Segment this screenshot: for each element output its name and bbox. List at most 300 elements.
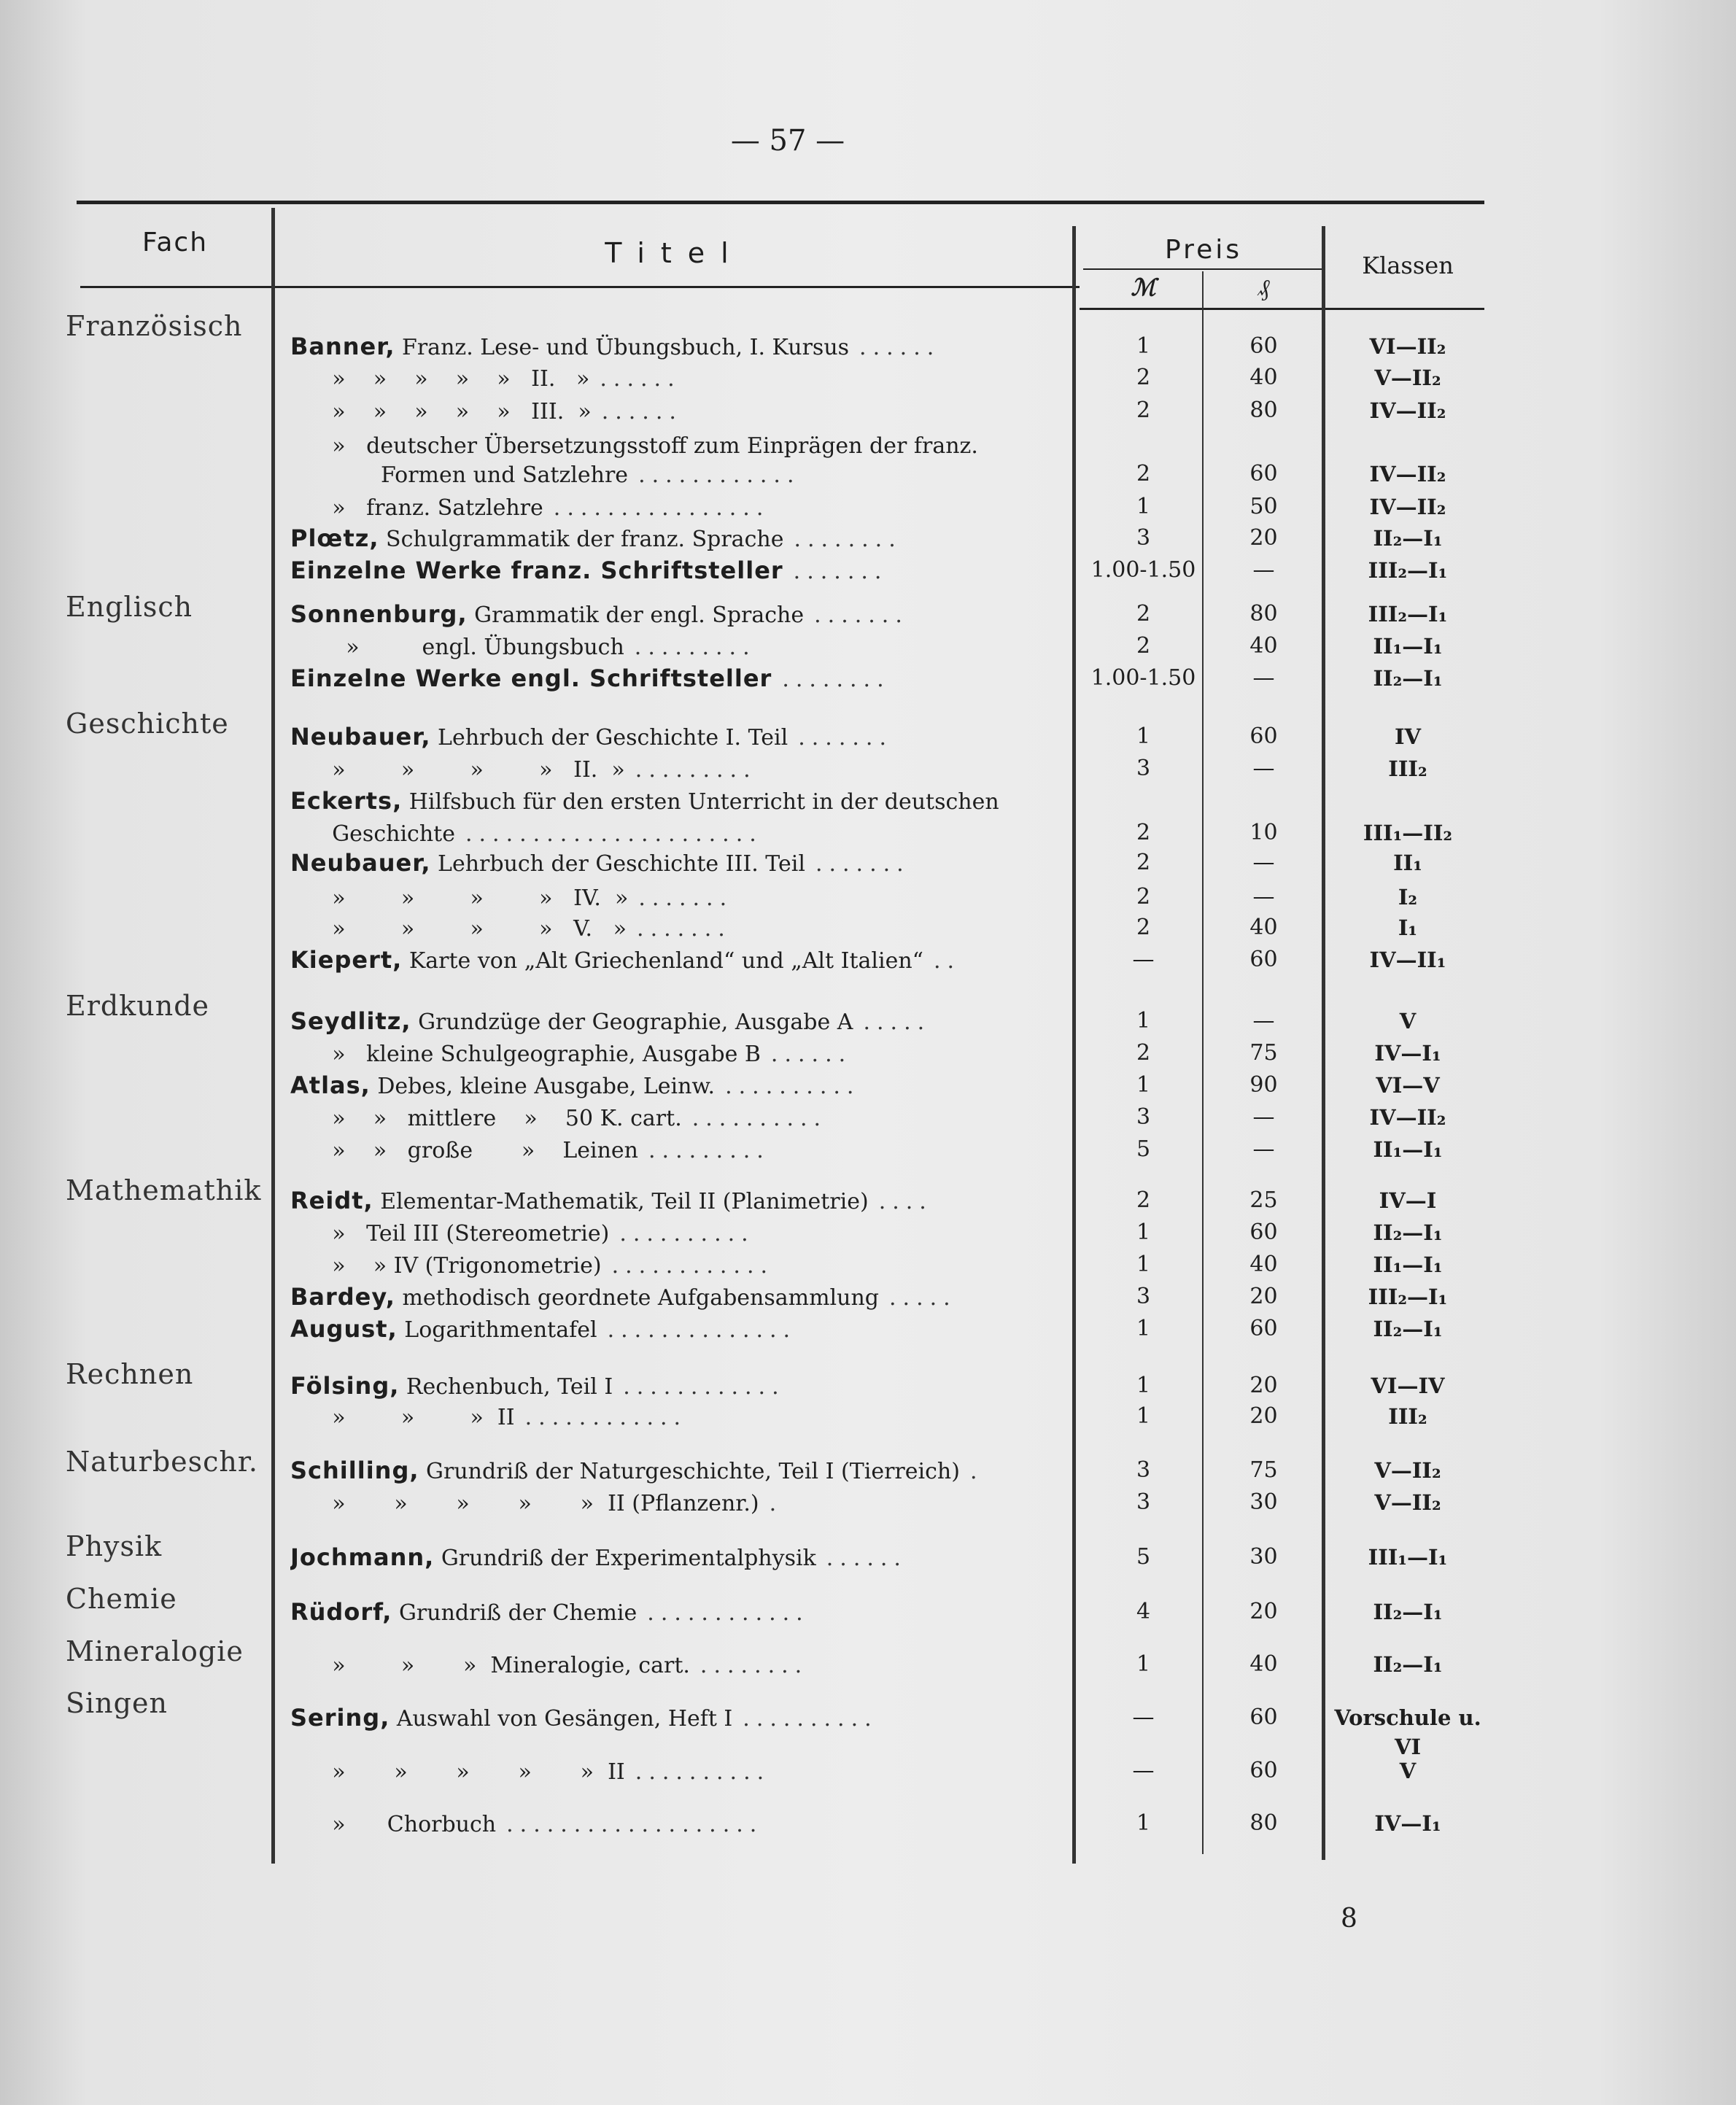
price-mark: 2 <box>1136 915 1151 940</box>
table-row <box>0 848 1736 880</box>
title-text: Lehrbuch der Geschichte III. Teil <box>430 851 805 877</box>
title-text: » franz. Satzlehre <box>290 495 543 521</box>
table-row <box>0 1488 1736 1520</box>
title-text: Grammatik der engl. Sprache <box>467 602 805 628</box>
leader-dots: ........ <box>794 527 902 552</box>
book-title <box>290 1650 1063 1680</box>
price-mark: — <box>1132 947 1155 972</box>
title-text: » deutscher Übersetzungsstoff zum Einprägen der franz. <box>290 433 978 459</box>
table-row <box>0 913 1736 945</box>
price-pfennig: 60 <box>1249 1705 1278 1730</box>
leader-dots: . <box>769 1491 783 1516</box>
title-text: » » » II <box>290 1405 515 1430</box>
price-pfennig: 80 <box>1249 601 1278 627</box>
table-row <box>0 1543 1736 1575</box>
title-text: Rechenbuch, Teil I <box>399 1374 613 1400</box>
subject-naturbeschreibung: Naturbeschr. <box>66 1446 258 1478</box>
price-mark: 1 <box>1136 1403 1151 1429</box>
price-mark: 3 <box>1136 1489 1151 1515</box>
book-title <box>290 332 1063 363</box>
price-mark: 1 <box>1136 1810 1151 1836</box>
price-mark: 1 <box>1136 333 1151 359</box>
book-title <box>290 1314 1063 1345</box>
subject-mathematik: Mathemathik <box>66 1174 262 1206</box>
title-text: Logarithmentafel <box>397 1317 597 1343</box>
price-mark: 1.00-1.50 <box>1090 665 1196 691</box>
author-name: Plœtz, <box>290 524 379 552</box>
leader-dots: .... <box>878 1189 933 1214</box>
klassen: I₂ <box>1398 885 1418 910</box>
header-titel: Titel <box>605 237 745 269</box>
table-row <box>0 722 1736 754</box>
price-mark: 3 <box>1136 525 1151 551</box>
header-preis: Preis <box>1165 235 1242 265</box>
title-text: » » große » Leinen <box>290 1138 638 1163</box>
author-name: August, <box>290 1315 398 1343</box>
title-text: » » » » » II. » <box>290 366 590 392</box>
table-row <box>0 1135 1736 1167</box>
price-pfennig: 20 <box>1249 1403 1278 1429</box>
leader-dots: ......... <box>648 1138 770 1163</box>
leader-dots: ...... <box>859 335 941 360</box>
book-title <box>290 1250 1063 1281</box>
table-row <box>0 1218 1736 1250</box>
klassen: V—II₂ <box>1374 1458 1441 1483</box>
title-text: Grundriß der Experimentalphysik <box>434 1546 816 1571</box>
price-pfennig: 80 <box>1249 1810 1278 1836</box>
subject-mineralogie: Mineralogie <box>66 1635 244 1667</box>
price-mark: 3 <box>1136 1104 1151 1130</box>
author-name: Neubauer, <box>290 723 431 751</box>
author-name: Jochmann, <box>290 1543 435 1571</box>
table-row <box>0 363 1736 395</box>
klassen: IV <box>1394 724 1422 749</box>
klassen: IV—II₂ <box>1369 398 1446 423</box>
table-row <box>0 1402 1736 1434</box>
page-number: — 57 — <box>730 124 845 158</box>
klassen: IV—II₁ <box>1369 947 1446 972</box>
title-text: » Chorbuch <box>290 1812 497 1837</box>
klassen: III₂—I₁ <box>1368 602 1448 627</box>
table-row <box>0 600 1736 632</box>
subject-chemie: Chemie <box>66 1583 177 1615</box>
book-title <box>290 722 1063 753</box>
book-title <box>290 1402 1063 1433</box>
klassen: IV—II₂ <box>1369 1105 1446 1130</box>
price-pfennig: — <box>1252 850 1275 875</box>
klassen: V—II₂ <box>1374 1490 1441 1515</box>
title-text: methodisch geordnete Aufgabensammlung <box>395 1285 879 1311</box>
price-pfennig: 75 <box>1249 1040 1278 1066</box>
leader-dots: ............ <box>647 1600 810 1626</box>
table-row <box>0 1007 1736 1039</box>
preis-subrule <box>1083 268 1324 270</box>
price-pfennig: — <box>1252 1136 1275 1162</box>
author-name: Einzelne Werke engl. Schriftsteller <box>290 664 772 692</box>
table-row <box>0 632 1736 664</box>
book-title <box>290 460 1063 490</box>
leader-dots: .......... <box>743 1706 878 1732</box>
leader-dots: .......... <box>691 1106 828 1131</box>
title-text: Grundzüge der Geographie, Ausgabe A <box>411 1009 853 1035</box>
price-pfennig: 40 <box>1249 915 1278 940</box>
title-text: Auswahl von Gesängen, Heft I <box>390 1706 733 1732</box>
leader-dots: .......... <box>619 1221 755 1247</box>
price-pfennig: 40 <box>1249 1651 1278 1677</box>
book-title <box>290 1071 1063 1101</box>
leader-dots: .. <box>934 948 961 974</box>
price-mark: 1 <box>1136 494 1151 519</box>
klassen: II₁—I₁ <box>1373 1137 1443 1162</box>
header-rule-right <box>1080 308 1484 310</box>
table-row <box>0 1039 1736 1071</box>
title-text: » » mittlere » 50 K. cart. <box>290 1106 682 1131</box>
price-pfennig: 60 <box>1249 1758 1278 1783</box>
title-text: » kleine Schulgeographie, Ausgabe B <box>290 1042 761 1067</box>
price-mark: 1 <box>1136 1316 1151 1341</box>
price-mark: 3 <box>1136 756 1151 781</box>
title-text: Debes, kleine Ausgabe, Leinw. <box>370 1074 716 1099</box>
table-row <box>0 1756 1736 1788</box>
header-rule <box>80 286 1080 288</box>
title-text: Geschichte <box>290 821 455 847</box>
book-title <box>290 524 1063 554</box>
book-title <box>290 786 1063 817</box>
leader-dots: ......... <box>634 635 756 660</box>
klassen: III₂ <box>1388 1404 1427 1429</box>
klassen: II₂—I₁ <box>1373 1317 1443 1341</box>
signature-mark: 8 <box>1341 1904 1357 1934</box>
book-title <box>290 1703 1063 1734</box>
title-text: Grundriß der Chemie <box>392 1600 638 1626</box>
header-pfennig: ₰ <box>1258 274 1270 301</box>
table-row <box>0 1071 1736 1103</box>
price-mark: 2 <box>1136 601 1151 627</box>
klassen: IV—I₁ <box>1374 1041 1441 1066</box>
price-mark: 2 <box>1136 365 1151 390</box>
table-row <box>0 883 1736 915</box>
author-name: Eckerts, <box>290 787 403 815</box>
book-title <box>290 883 1063 913</box>
price-pfennig: 20 <box>1249 1284 1278 1309</box>
author-name: Kiepert, <box>290 946 403 974</box>
table-row <box>0 524 1736 556</box>
book-title <box>290 396 1063 427</box>
leader-dots: ............ <box>611 1253 775 1279</box>
price-pfennig: 60 <box>1249 947 1278 972</box>
table-row <box>0 786 1736 818</box>
price-mark: 1 <box>1136 1373 1151 1398</box>
price-mark: 2 <box>1136 398 1151 423</box>
book-title <box>290 1543 1063 1573</box>
klassen: II₂—I₁ <box>1373 666 1443 691</box>
klassen: Vorschule u. VI <box>1334 1705 1481 1759</box>
title-text: Schulgrammatik der franz. Sprache <box>379 527 784 552</box>
klassen: V <box>1399 1009 1417 1034</box>
klassen: IV—I <box>1379 1188 1437 1213</box>
price-pfennig: — <box>1252 665 1275 691</box>
book-title <box>290 632 1063 662</box>
price-mark: 3 <box>1136 1457 1151 1483</box>
leader-dots: ................ <box>553 495 770 521</box>
price-mark: 5 <box>1136 1544 1151 1570</box>
author-name: Rüdorf, <box>290 1598 392 1626</box>
leader-dots: ............ <box>524 1405 688 1430</box>
leader-dots: ....... <box>638 885 734 911</box>
klassen: IV—II₂ <box>1369 462 1446 486</box>
price-mark: 1 <box>1136 1008 1151 1034</box>
table-row <box>0 1282 1736 1314</box>
leader-dots: ........ <box>782 667 891 692</box>
price-mark: 2 <box>1136 884 1151 910</box>
leader-dots: ....... <box>798 725 893 751</box>
klassen: V <box>1399 1759 1417 1783</box>
book-title <box>290 1488 1063 1519</box>
price-mark: 1 <box>1136 1220 1151 1245</box>
book-title <box>290 848 1063 879</box>
book-title <box>290 1756 1063 1787</box>
book-title <box>290 1103 1063 1133</box>
title-text: Formen und Satzlehre <box>290 462 629 488</box>
table-row <box>0 556 1736 588</box>
price-mark: 2 <box>1136 820 1151 845</box>
book-title <box>290 664 1063 694</box>
price-mark: 1 <box>1136 1072 1151 1098</box>
book-title <box>290 1597 1063 1628</box>
table-row <box>0 1186 1736 1218</box>
klassen: V—II₂ <box>1374 365 1441 390</box>
subject-erdkunde: Erdkunde <box>66 990 210 1022</box>
price-pfennig: — <box>1252 884 1275 910</box>
klassen: II₁ <box>1393 850 1422 875</box>
book-title <box>290 1371 1063 1402</box>
book-title <box>290 818 1063 849</box>
leader-dots: ................... <box>506 1812 764 1837</box>
price-mark: — <box>1132 1758 1155 1783</box>
price-mark: — <box>1132 1705 1155 1730</box>
author-name: Neubauer, <box>290 849 431 877</box>
leader-dots: ....... <box>793 559 888 584</box>
price-mark: 4 <box>1136 1599 1151 1624</box>
price-mark: 2 <box>1136 850 1151 875</box>
price-pfennig: — <box>1252 557 1275 583</box>
book-title <box>290 430 1063 461</box>
subject-franzoesisch: Französisch <box>66 310 243 342</box>
book-title <box>290 1135 1063 1166</box>
leader-dots: . <box>969 1459 984 1484</box>
leader-dots: ............ <box>623 1374 786 1400</box>
title-text: » » » » » II <box>290 1759 625 1785</box>
title-text: » » » » II. » <box>290 757 625 783</box>
title-text: Franz. Lese- und Übungsbuch, I. Kursus <box>395 335 850 360</box>
price-mark: 1 <box>1136 1252 1151 1277</box>
leader-dots: ...... <box>770 1042 853 1067</box>
table-row <box>0 1314 1736 1346</box>
book-title <box>290 1039 1063 1069</box>
subject-singen: Singen <box>66 1687 168 1719</box>
table-row <box>0 818 1736 850</box>
author-name: Reidt, <box>290 1187 373 1214</box>
title-text: Lehrbuch der Geschichte I. Teil <box>430 725 788 751</box>
title-text: » » » Mineralogie, cart. <box>290 1653 690 1678</box>
price-pfennig: 50 <box>1249 494 1278 519</box>
header-klassen: Klassen <box>1362 252 1454 279</box>
book-title <box>290 492 1063 523</box>
klassen: II₂—I₁ <box>1373 1652 1443 1677</box>
price-pfennig: 40 <box>1249 365 1278 390</box>
price-pfennig: 60 <box>1249 1316 1278 1341</box>
table-row <box>0 1250 1736 1282</box>
price-pfennig: 75 <box>1249 1457 1278 1483</box>
leader-dots: ..... <box>889 1285 957 1311</box>
book-title <box>290 1809 1063 1840</box>
header-fach: Fach <box>142 228 209 257</box>
price-pfennig: 40 <box>1249 1252 1278 1277</box>
author-name: Sonnenburg, <box>290 600 468 628</box>
book-title <box>290 1007 1063 1037</box>
book-title <box>290 1456 1063 1486</box>
leader-dots: ...................... <box>465 821 763 847</box>
leader-dots: ........ <box>700 1653 809 1678</box>
klassen: III₂—I₁ <box>1368 558 1448 583</box>
table-row <box>0 396 1736 428</box>
leader-dots: ......... <box>635 757 757 783</box>
klassen: I₁ <box>1398 915 1418 940</box>
leader-dots: ..... <box>863 1009 931 1035</box>
title-text: Hilfsbuch für den ersten Unterricht in der deutschen <box>402 789 999 815</box>
title-text: Karte von „Alt Griechenland“ und „Alt Italien“ <box>402 948 923 974</box>
price-pfennig: — <box>1252 1104 1275 1130</box>
leader-dots: ...... <box>826 1546 907 1571</box>
leader-dots: .......... <box>635 1759 771 1785</box>
book-title <box>290 754 1063 785</box>
table-row <box>0 1371 1736 1403</box>
klassen: II₁—I₁ <box>1373 1252 1443 1277</box>
price-pfennig: 60 <box>1249 333 1278 359</box>
author-name: Atlas, <box>290 1071 371 1099</box>
title-text: » » » » V. » <box>290 916 627 942</box>
price-pfennig: 30 <box>1249 1544 1278 1570</box>
table-row <box>0 1103 1736 1135</box>
leader-dots: ....... <box>637 916 732 942</box>
table-row <box>0 1809 1736 1841</box>
author-name: Banner, <box>290 333 395 360</box>
book-title <box>290 1282 1063 1313</box>
leader-dots: .......... <box>725 1074 861 1099</box>
leader-dots: ............ <box>638 462 801 488</box>
table-row <box>0 492 1736 524</box>
klassen: II₂—I₁ <box>1373 1220 1443 1245</box>
title-text: Elementar-Mathematik, Teil II (Planimetrie) <box>373 1189 869 1214</box>
subject-englisch: Englisch <box>66 591 193 623</box>
price-pfennig: 20 <box>1249 525 1278 551</box>
klassen: IV—II₂ <box>1369 495 1446 519</box>
price-pfennig: 90 <box>1249 1072 1278 1098</box>
price-pfennig: 60 <box>1249 1220 1278 1245</box>
klassen: II₁—I₁ <box>1373 634 1443 659</box>
price-pfennig: 60 <box>1249 724 1278 749</box>
price-pfennig: 40 <box>1249 633 1278 659</box>
leader-dots: ...... <box>601 399 683 425</box>
table-row <box>0 945 1736 977</box>
table-row <box>0 1597 1736 1629</box>
author-name: Seydlitz, <box>290 1007 411 1035</box>
price-pfennig: 20 <box>1249 1599 1278 1624</box>
author-name: Fölsing, <box>290 1372 400 1400</box>
author-name: Bardey, <box>290 1283 395 1311</box>
table-row <box>0 332 1736 364</box>
leader-dots: .............. <box>607 1317 797 1343</box>
book-title <box>290 556 1063 586</box>
title-text: » » » » IV. » <box>290 885 629 911</box>
book-title <box>290 363 1063 394</box>
klassen: III₂ <box>1388 756 1427 781</box>
price-pfennig: 80 <box>1249 398 1278 423</box>
title-text: » » » » » II (Pflanzenr.) <box>290 1491 759 1516</box>
leader-dots: ....... <box>814 602 909 628</box>
book-title <box>290 600 1063 630</box>
price-mark: 2 <box>1136 1187 1151 1213</box>
klassen: III₂—I₁ <box>1368 1284 1448 1309</box>
price-mark: 1 <box>1136 724 1151 749</box>
book-title <box>290 945 1063 976</box>
table-row <box>0 1703 1736 1759</box>
table-row <box>0 754 1736 786</box>
book-title <box>290 1218 1063 1249</box>
author-name: Einzelne Werke franz. Schriftsteller <box>290 557 783 584</box>
klassen: VI—IV <box>1371 1373 1445 1398</box>
klassen: III₁—I₁ <box>1368 1545 1448 1570</box>
price-pfennig: 25 <box>1249 1187 1278 1213</box>
book-title <box>290 1186 1063 1217</box>
title-text: » engl. Übungsbuch <box>290 635 624 660</box>
title-text: » » IV (Trigonometrie) <box>290 1253 602 1279</box>
title-text: » Teil III (Stereometrie) <box>290 1221 610 1247</box>
title-text: » » » » » III. » <box>290 399 592 425</box>
table-row <box>0 460 1736 492</box>
table-row <box>0 1456 1736 1488</box>
price-mark: 2 <box>1136 461 1151 486</box>
klassen: VI—V <box>1376 1073 1440 1098</box>
table-row <box>0 664 1736 696</box>
book-title <box>290 913 1063 944</box>
subject-geschichte: Geschichte <box>66 708 229 740</box>
top-rule <box>77 201 1484 204</box>
price-pfennig: — <box>1252 756 1275 781</box>
author-name: Sering, <box>290 1704 390 1732</box>
klassen: II₂—I₁ <box>1373 1600 1443 1624</box>
subject-rechnen: Rechnen <box>66 1358 194 1390</box>
price-pfennig: 20 <box>1249 1373 1278 1398</box>
leader-dots: ....... <box>815 851 910 877</box>
price-mark: 2 <box>1136 633 1151 659</box>
klassen: IV—I₁ <box>1374 1811 1441 1836</box>
author-name: Schilling, <box>290 1457 419 1484</box>
klassen: II₂—I₁ <box>1373 526 1443 551</box>
leader-dots: ...... <box>600 366 681 392</box>
klassen: VI—II₂ <box>1369 334 1446 359</box>
price-pfennig: 60 <box>1249 461 1278 486</box>
table-row <box>0 1650 1736 1682</box>
klassen: III₁—II₂ <box>1363 821 1453 845</box>
price-mark: 1 <box>1136 1651 1151 1677</box>
price-pfennig: 30 <box>1249 1489 1278 1515</box>
price-mark: 2 <box>1136 1040 1151 1066</box>
title-text: Grundriß der Naturgeschichte, Teil I (Tierreich) <box>419 1459 960 1484</box>
header-mark: ℳ <box>1131 274 1156 301</box>
price-pfennig: — <box>1252 1008 1275 1034</box>
price-mark: 1.00-1.50 <box>1090 557 1196 583</box>
